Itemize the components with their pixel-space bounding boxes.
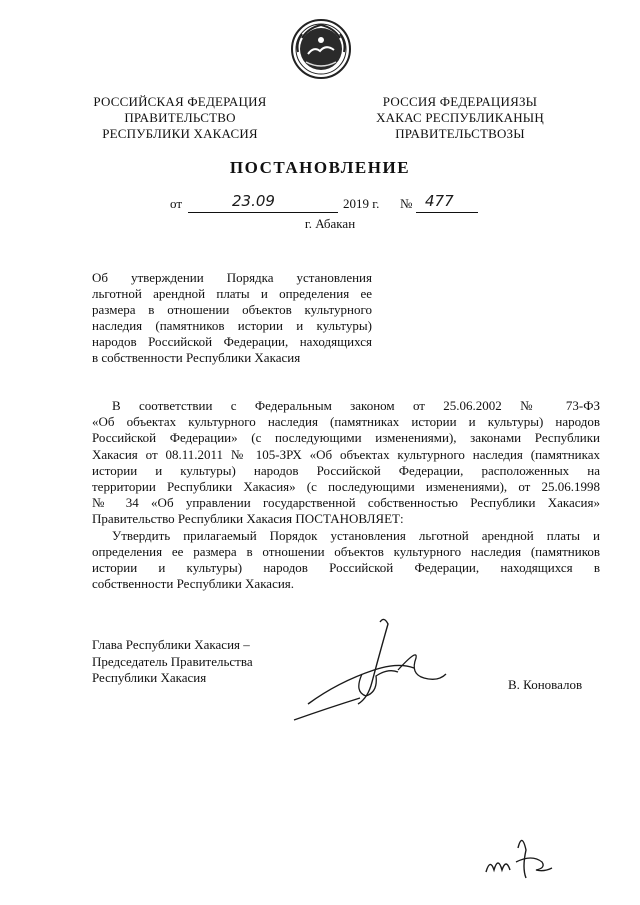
header-right-line-2: ХАКАС РЕСПУБЛИКАНЫҢ: [376, 110, 544, 125]
document-title: ПОСТАНОВЛЕНИЕ: [229, 158, 411, 177]
body-line: Российской Федерации» (с последующими изменениями), законами Республики: [92, 430, 600, 446]
subject-block: [92, 270, 372, 366]
body-line: Правительство Республики Хакасия ПОСТАНОВЛЯЕТ:: [92, 511, 404, 527]
handwritten-number: 477: [425, 192, 454, 210]
body-line: «Об объектах культурного наследия (памятниках истории и культуры) народов: [92, 414, 600, 430]
number-underline: [416, 212, 478, 213]
header-left-line-3: РЕСПУБЛИКИ ХАКАСИЯ: [102, 126, 258, 141]
handwritten-initials: [482, 828, 562, 884]
signer-name: В. Коновалов: [508, 677, 583, 692]
date-prefix: от: [170, 196, 183, 211]
city-line: г. Абакан: [304, 216, 356, 231]
body-line: № 34 «Об управлении государственной собственностью Республики Хакасия»: [92, 495, 600, 511]
coat-of-arms-emblem: [290, 18, 352, 80]
date-number-line: [0, 192, 640, 216]
subject-line: народов Российской Федерации, находящихся: [92, 334, 372, 349]
handwritten-date: 23.09: [232, 192, 275, 210]
body-line: собственности Республики Хакасия.: [92, 576, 295, 592]
signer-title-block: [92, 637, 253, 687]
year-text: 2019 г.: [343, 196, 380, 211]
body-text: [92, 398, 600, 592]
handwritten-signature: [288, 612, 458, 727]
subject-line: в собственности Республики Хакасия: [92, 350, 301, 365]
header-left-line-1: РОССИЙСКАЯ ФЕДЕРАЦИЯ: [93, 94, 267, 109]
signer-title-line: Глава Республики Хакасия –: [92, 637, 250, 652]
subject-line: Об утверждении Порядка установления: [92, 270, 372, 285]
subject-line: льготной арендной платы и определения ее: [92, 286, 372, 301]
signer-title-line: Республики Хакасия: [92, 670, 207, 685]
number-prefix: №: [400, 196, 413, 211]
body-line: истории и культуры) народов Российской Федерации, находящихся в: [92, 560, 600, 576]
header-right-block: [355, 94, 565, 142]
signer-title-line: Председатель Правительства: [92, 653, 253, 669]
body-line: В соответствии с Федеральным законом от 25.06.2002 № 73-ФЗ: [112, 398, 600, 413]
body-line: территории Республики Хакасия» (с последующими изменениями), от 25.06.1998: [92, 479, 600, 495]
header-right-line-3: ПРАВИТЕЛЬСТВОЗЫ: [395, 126, 525, 141]
header-left-line-2: ПРАВИТЕЛЬСТВО: [124, 110, 236, 125]
body-line: истории и культуры) народов Российской Федерации, расположенных на: [92, 462, 600, 478]
header-right-line-1: РОССИЯ ФЕДЕРАЦИЯЗЫ: [382, 94, 538, 109]
subject-line: наследия (памятников истории и культуры): [92, 318, 372, 333]
body-line: Утвердить прилагаемый Порядок установления льготной арендной платы и: [112, 527, 600, 543]
body-line: определения ее размера в отношении объектов культурного наследия (памятников: [92, 543, 600, 559]
header-left-block: [80, 94, 280, 142]
body-line: Хакасия от 08.11.2011 № 105-ЗРХ «Об объектах культурного наследия (памятниках: [92, 446, 600, 462]
subject-line: размера в отношении объектов культурного: [92, 302, 372, 317]
date-underline: [188, 212, 338, 213]
